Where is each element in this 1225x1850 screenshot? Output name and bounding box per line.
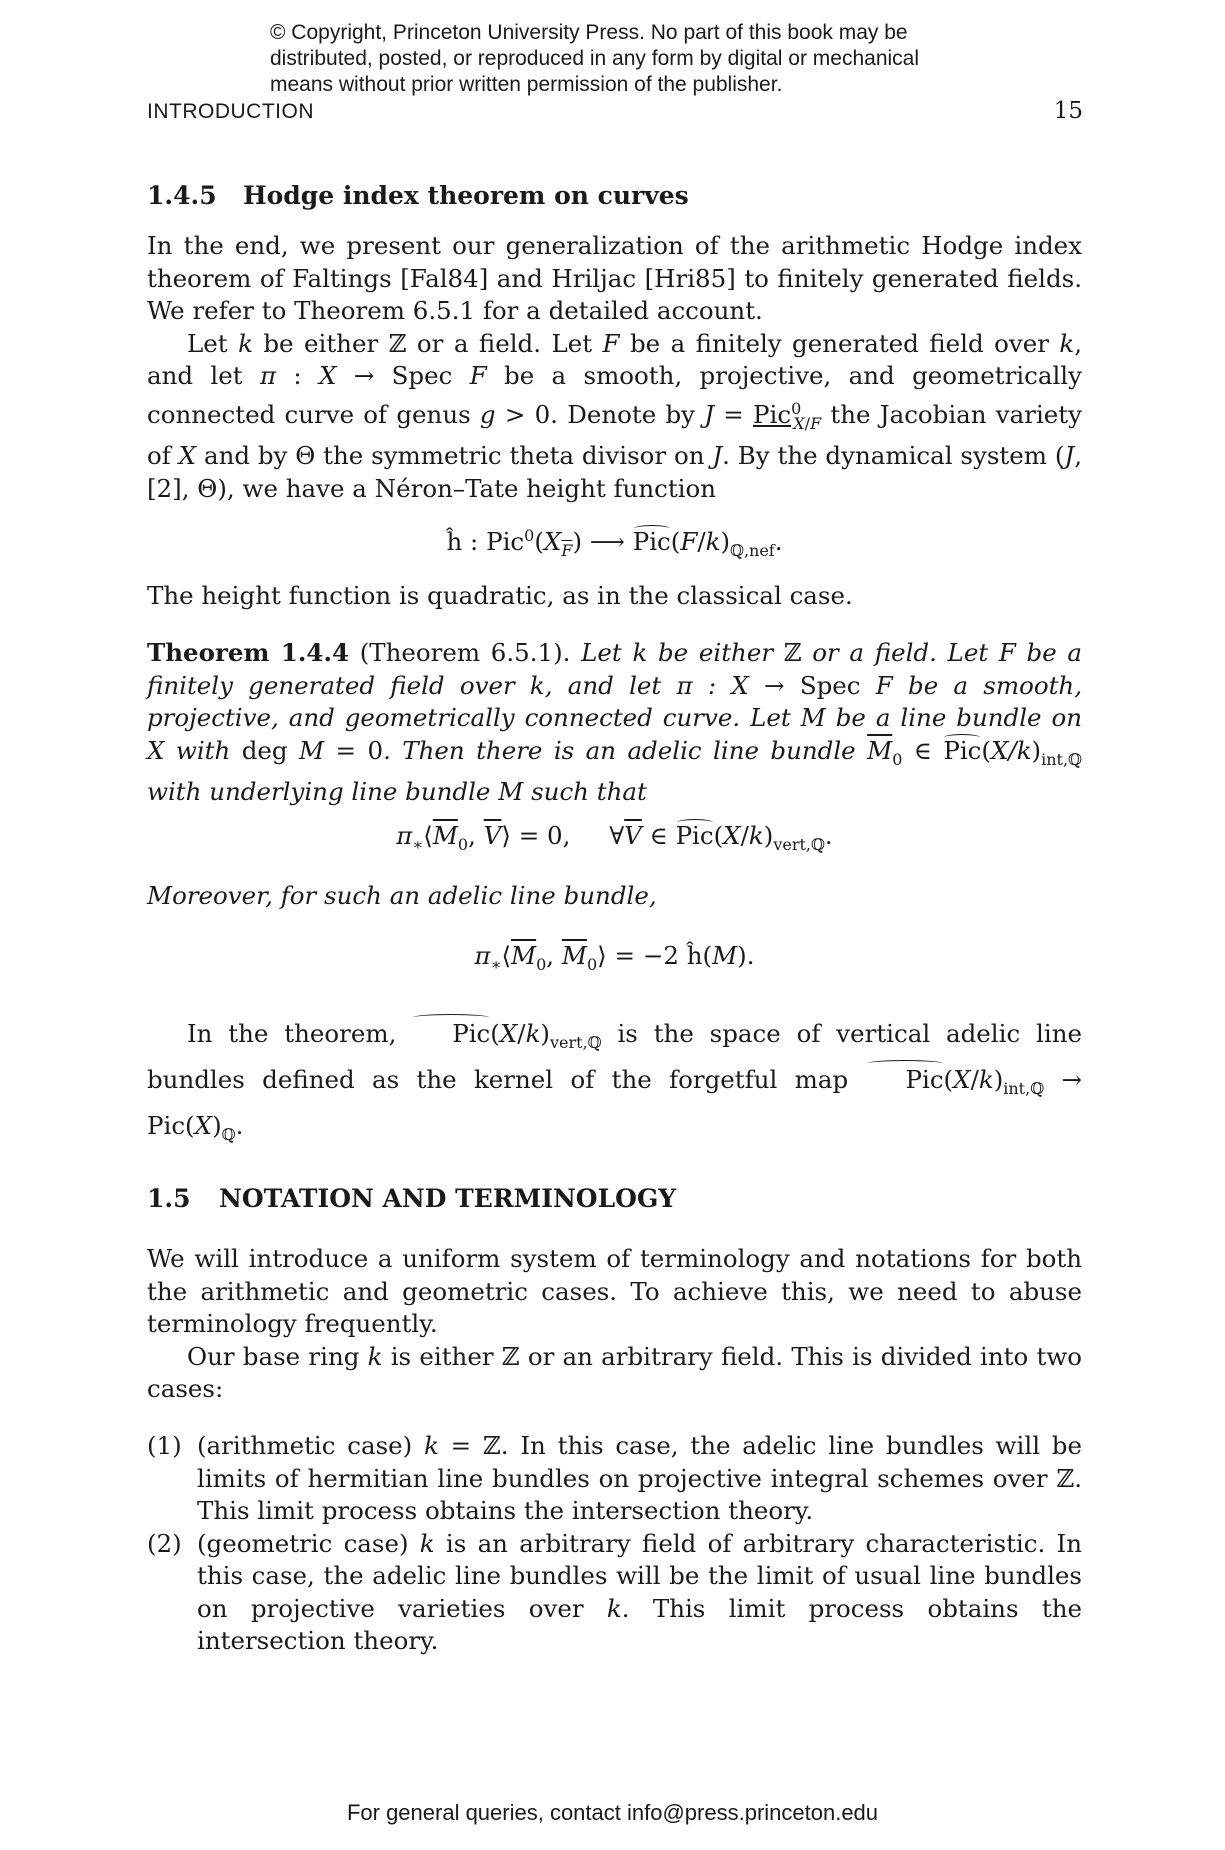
theorem-reference: (Theorem 6.5.1). [359,638,571,667]
cases-list [147,1430,1082,1658]
height-function-display: ĥ : $Pic^0(X_{\overline{F}})$ ⟶ $Pic(F/k)_{ℚ,nef}$. [446,526,783,561]
list-item: (2) (geometric case) k is an arbitrary field of arbitrary characteristic. In this case, the adelic line bundles will be the limit of usual line bundles on projective varieties over k. This limit process obtains the intersection theory. [147,1528,1082,1655]
section-heading-1-4-5 [147,180,1082,213]
quadratic-remark [147,580,1082,613]
section-1-4-5-body [147,230,1082,505]
theorem-remark: In the theorem, $Pic(X/k)_{vert,ℚ}$ is the space of vertical adelic line bundles defined as the kernel of the forgetful map $Pic(X/k)_{int,ℚ} \to Pic(X)_ℚ$. [147,1015,1082,1153]
theorem-moreover [147,880,1082,913]
footer-contact: For general queries, contact info@press.princeton.edu [346,1800,879,1825]
list-marker: (1) [147,1431,182,1460]
theorem-1-4-4: Theorem 1.4.4 (Theorem 6.5.1). Let k be either ℤ or a field. Let F be a finitely generated field over k, and let π : X → Spec F be a smooth, projective, and geometrically connected curve. Let M be a line bundle on X with deg M = 0. Then there is an adelic line bundle $\overline{M}_0$ ∈ $Pic(X/k)_{int,ℚ}$ with underlying line bundle M such that [147,638,1083,806]
quadratic-remark-text: The height function is quadratic, as in the classical case. [147,581,853,610]
vertical-pairing-display: $\pi_∗⟨\overline{M}_0$, $\overline{V}⟩ = 0$, $\forall\overline{V}$ ∈ $Pic(X/k)_{vert,ℚ}$. [396,821,833,854]
copyright-notice: © Copyright, Princeton University Press. No part of this book may be distributed, posted, or reproduced in any form by digital or mechanical means without prior written permission of the publisher. [270,21,920,96]
page-number: 15 [1053,98,1083,124]
self-pairing-display: $\pi_∗⟨\overline{M}_0$, $\overline{M}_0⟩ = -2$ ĥ(M). [474,941,755,974]
theorem-moreover-text: Moreover, for such an adelic line bundle, [147,881,657,910]
setup-paragraph: Let k be either ℤ or a field. Let F be a finitely generated field over k, and let π : X → Spec F be a smooth, projective, and geometrically connected curve of genus g > 0. Denote by J = Pic$^0_{X/F}$ the Jacobian variety of X and by Θ the symmetric theta divisor on J. By the dynamical system (J, [2], Θ), we have a Néron–Tate height function [147,328,1083,503]
list-marker: (2) [147,1528,182,1558]
section-1-5-body [147,1243,1082,1406]
base-ring-paragraph: Our base ring k is either ℤ or an arbitrary field. This is divided into two cases: [147,1341,1083,1403]
list-item: (1) (arithmetic case) k = ℤ. In this case, the adelic line bundles will be limits of hermitian line bundles on projective integral schemes over ℤ. This limit process obtains the intersection theory. [147,1431,1082,1525]
intro-paragraph: In the end, we present our generalization of the arithmetic Hodge index theorem of Faltings [Fal84] and Hriljac [Hri85] to finitely generated fields. We refer to Theorem 6.5.1 for a detailed account. [147,231,1082,325]
section-title: Hodge index theorem on curves [243,181,689,210]
notation-intro-paragraph: We will introduce a uniform system of terminology and notations for both the arithmetic and geometric cases. To achieve this, we need to abuse terminology frequently. [147,1244,1082,1338]
running-head: INTRODUCTION [147,100,314,123]
section-heading-1-5 [147,1183,1082,1216]
section-number: 1.5 [147,1184,191,1213]
section-number: 1.4.5 [147,181,217,210]
section-title: NOTATION AND TERMINOLOGY [219,1184,677,1213]
theorem-label: Theorem 1.4.4 [147,638,350,667]
